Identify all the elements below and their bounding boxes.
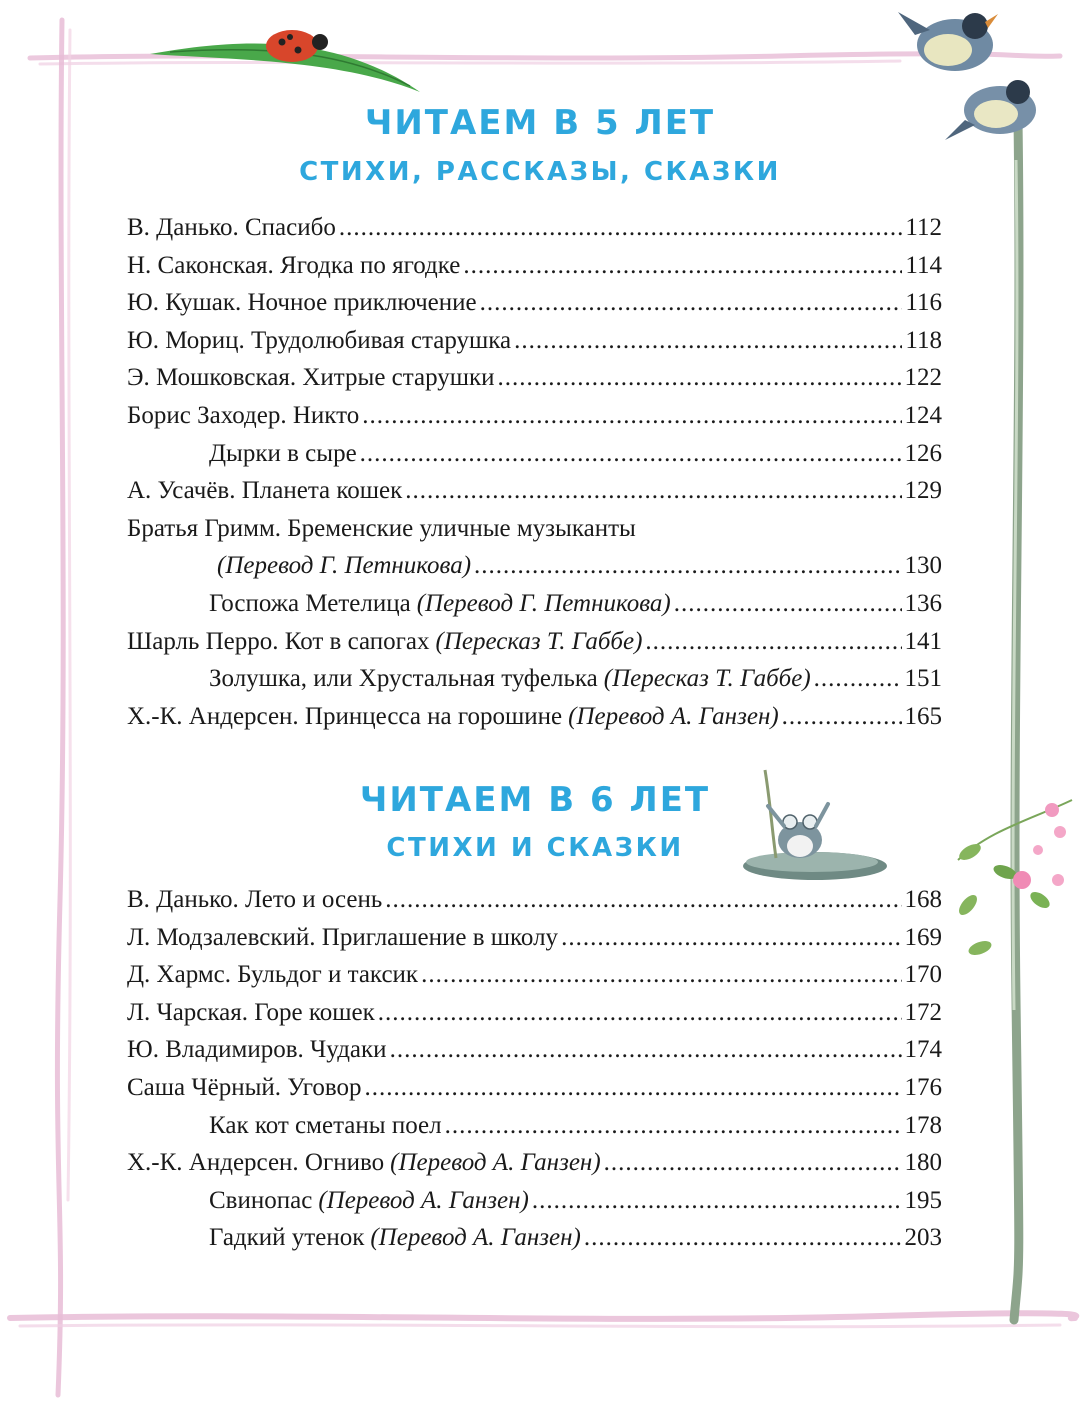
- toc-entry: [127, 1031, 942, 1069]
- dot-leader: [498, 359, 902, 397]
- entry-translator: (Перевод Г. Петникова): [217, 552, 472, 580]
- ladybug-on-leaf-illustration: [150, 30, 420, 92]
- entry-page-number: 116: [905, 289, 942, 317]
- entry-page-number: 203: [904, 1224, 942, 1252]
- entry-title: В. Данько. Лето и осень: [127, 886, 383, 913]
- toc-entry: [127, 547, 942, 585]
- entry-page-number: 114: [905, 251, 942, 279]
- entry-page-number: 176: [904, 1073, 942, 1101]
- toc-entry: [127, 510, 942, 548]
- toc-entry: [127, 247, 942, 285]
- entry-page-number: 118: [905, 326, 942, 354]
- entry-translator: (Перевод Г. Петникова): [416, 589, 671, 617]
- entry-title: Братья Гримм. Бременские уличные музыканты: [127, 514, 636, 542]
- dot-leader: [514, 322, 902, 360]
- dot-leader: [390, 1031, 902, 1069]
- entry-page-number: 195: [904, 1186, 942, 1214]
- dot-leader: [445, 1107, 902, 1145]
- entry-title: Ю. Владимиров. Чудаки: [127, 1036, 387, 1064]
- entry-title: Л. Чарская. Горе кошек: [127, 998, 375, 1026]
- dot-leader: [561, 919, 901, 957]
- toc-entry: [127, 284, 942, 322]
- entry-title: А. Усачёв. Планета кошек: [127, 477, 403, 505]
- entry-page-number: 180: [904, 1149, 942, 1177]
- entry-title: Л. Модзалевский. Приглашение в школу: [127, 923, 559, 951]
- entry-page-number: 151: [904, 665, 942, 693]
- entry-page-number: 168: [904, 886, 942, 913]
- dot-leader: [378, 994, 902, 1032]
- entry-title: Борис Заходер. Никто: [127, 401, 360, 429]
- dot-leader: [814, 660, 902, 698]
- dot-leader: [385, 881, 901, 919]
- entry-title: Свинопас: [209, 1186, 313, 1214]
- toc-entry: [127, 660, 942, 698]
- toc-entry: [127, 919, 942, 957]
- entry-title: Дырки в сыре: [209, 439, 357, 467]
- entry-title: В. Данько. Спасибо: [127, 214, 336, 241]
- section-title: ЧИТАЕМ В 5 ЛЕТ: [364, 103, 716, 143]
- entry-page-number: 130: [904, 552, 942, 580]
- toc-entry: [127, 209, 942, 247]
- toc-entry: [127, 322, 942, 360]
- toc-entry: [127, 1219, 942, 1257]
- entry-translator: (Пересказ Т. Габбе): [435, 627, 643, 655]
- dot-leader: [584, 1219, 902, 1257]
- toc-entry: [127, 435, 942, 473]
- toc-entry: [127, 1107, 942, 1145]
- entry-page-number: 126: [904, 439, 942, 467]
- dot-leader: [463, 247, 902, 285]
- entry-page-number: 124: [904, 401, 942, 429]
- toc-entry: [127, 1182, 942, 1220]
- entry-title: Ю. Кушак. Ночное приключение: [127, 289, 477, 317]
- toc-entry: [127, 472, 942, 510]
- entry-page-number: 174: [904, 1036, 942, 1064]
- entry-title: Золушка, или Хрустальная туфелька: [209, 665, 598, 693]
- dot-leader: [480, 284, 903, 322]
- section-subtitle: СТИХИ, РАССКАЗЫ, СКАЗКИ: [299, 157, 781, 187]
- entry-translator: (Перевод А. Ганзен): [318, 1186, 529, 1214]
- dot-leader: [645, 623, 901, 661]
- entry-title: Д. Хармс. Бульдог и таксик: [127, 961, 419, 989]
- entry-page-number: 170: [904, 961, 942, 989]
- toc-list-section-2: [127, 881, 942, 1257]
- dot-leader: [365, 1069, 902, 1107]
- dot-leader: [405, 472, 901, 510]
- entry-page-number: 165: [904, 702, 942, 730]
- toc-entry: [127, 585, 942, 623]
- entry-title: Х.-К. Андерсен. Огниво: [127, 1149, 385, 1177]
- entry-title: Х.-К. Андерсен. Принцесса на горошине: [127, 702, 563, 730]
- entry-translator: (Перевод А. Ганзен): [390, 1149, 601, 1177]
- toc-entry: [127, 359, 942, 397]
- dot-leader: [339, 209, 903, 247]
- entry-page-number: 129: [904, 477, 942, 505]
- toc-entry: [127, 698, 942, 736]
- dot-leader: [421, 956, 901, 994]
- entry-title: Шарль Перро. Кот в сапогах: [127, 627, 430, 655]
- toc-entry: [127, 623, 942, 661]
- toc-entry: [127, 956, 942, 994]
- entry-page-number: 172: [904, 998, 942, 1026]
- entry-title: Саша Чёрный. Уговор: [127, 1073, 362, 1101]
- toc-entry: [127, 397, 942, 435]
- entry-page-number: 122: [904, 364, 942, 392]
- toc-list-section-1: [127, 209, 942, 735]
- entry-title: Э. Мошковская. Хитрые старушки: [127, 364, 495, 392]
- entry-page-number: 141: [904, 627, 942, 655]
- toc-entry: [127, 881, 942, 919]
- toc-entry: [127, 1069, 942, 1107]
- entry-page-number: 169: [904, 923, 942, 951]
- entry-title: Гадкий утенок: [209, 1224, 365, 1252]
- entry-title: Н. Саконская. Ягодка по ягодке: [127, 251, 461, 279]
- dot-leader: [532, 1182, 902, 1220]
- dot-leader: [674, 585, 902, 623]
- dot-leader: [782, 698, 902, 736]
- entry-translator: (Пересказ Т. Габбе): [603, 665, 811, 693]
- entry-page-number: 178: [904, 1111, 942, 1139]
- dot-leader: [604, 1144, 902, 1182]
- toc-entry: [127, 994, 942, 1032]
- dot-leader: [362, 397, 901, 435]
- entry-page-number: 136: [904, 589, 942, 617]
- section-subtitle: СТИХИ И СКАЗКИ: [386, 833, 684, 863]
- toc-entry: [127, 1144, 942, 1182]
- entry-page-number: 112: [905, 214, 942, 241]
- entry-title: Госпожа Метелица: [209, 589, 411, 617]
- section-title: ЧИТАЕМ В 6 ЛЕТ: [359, 780, 711, 820]
- dot-leader: [474, 547, 901, 585]
- plant-stem-decoration: [1013, 120, 1019, 1320]
- entry-translator: (Перевод А. Ганзен): [568, 702, 779, 730]
- entry-title: Как кот сметаны поел: [209, 1111, 442, 1139]
- dot-leader: [360, 435, 902, 473]
- entry-title: Ю. Мориц. Трудолюбивая старушка: [127, 326, 512, 354]
- entry-translator: (Перевод А. Ганзен): [370, 1224, 581, 1252]
